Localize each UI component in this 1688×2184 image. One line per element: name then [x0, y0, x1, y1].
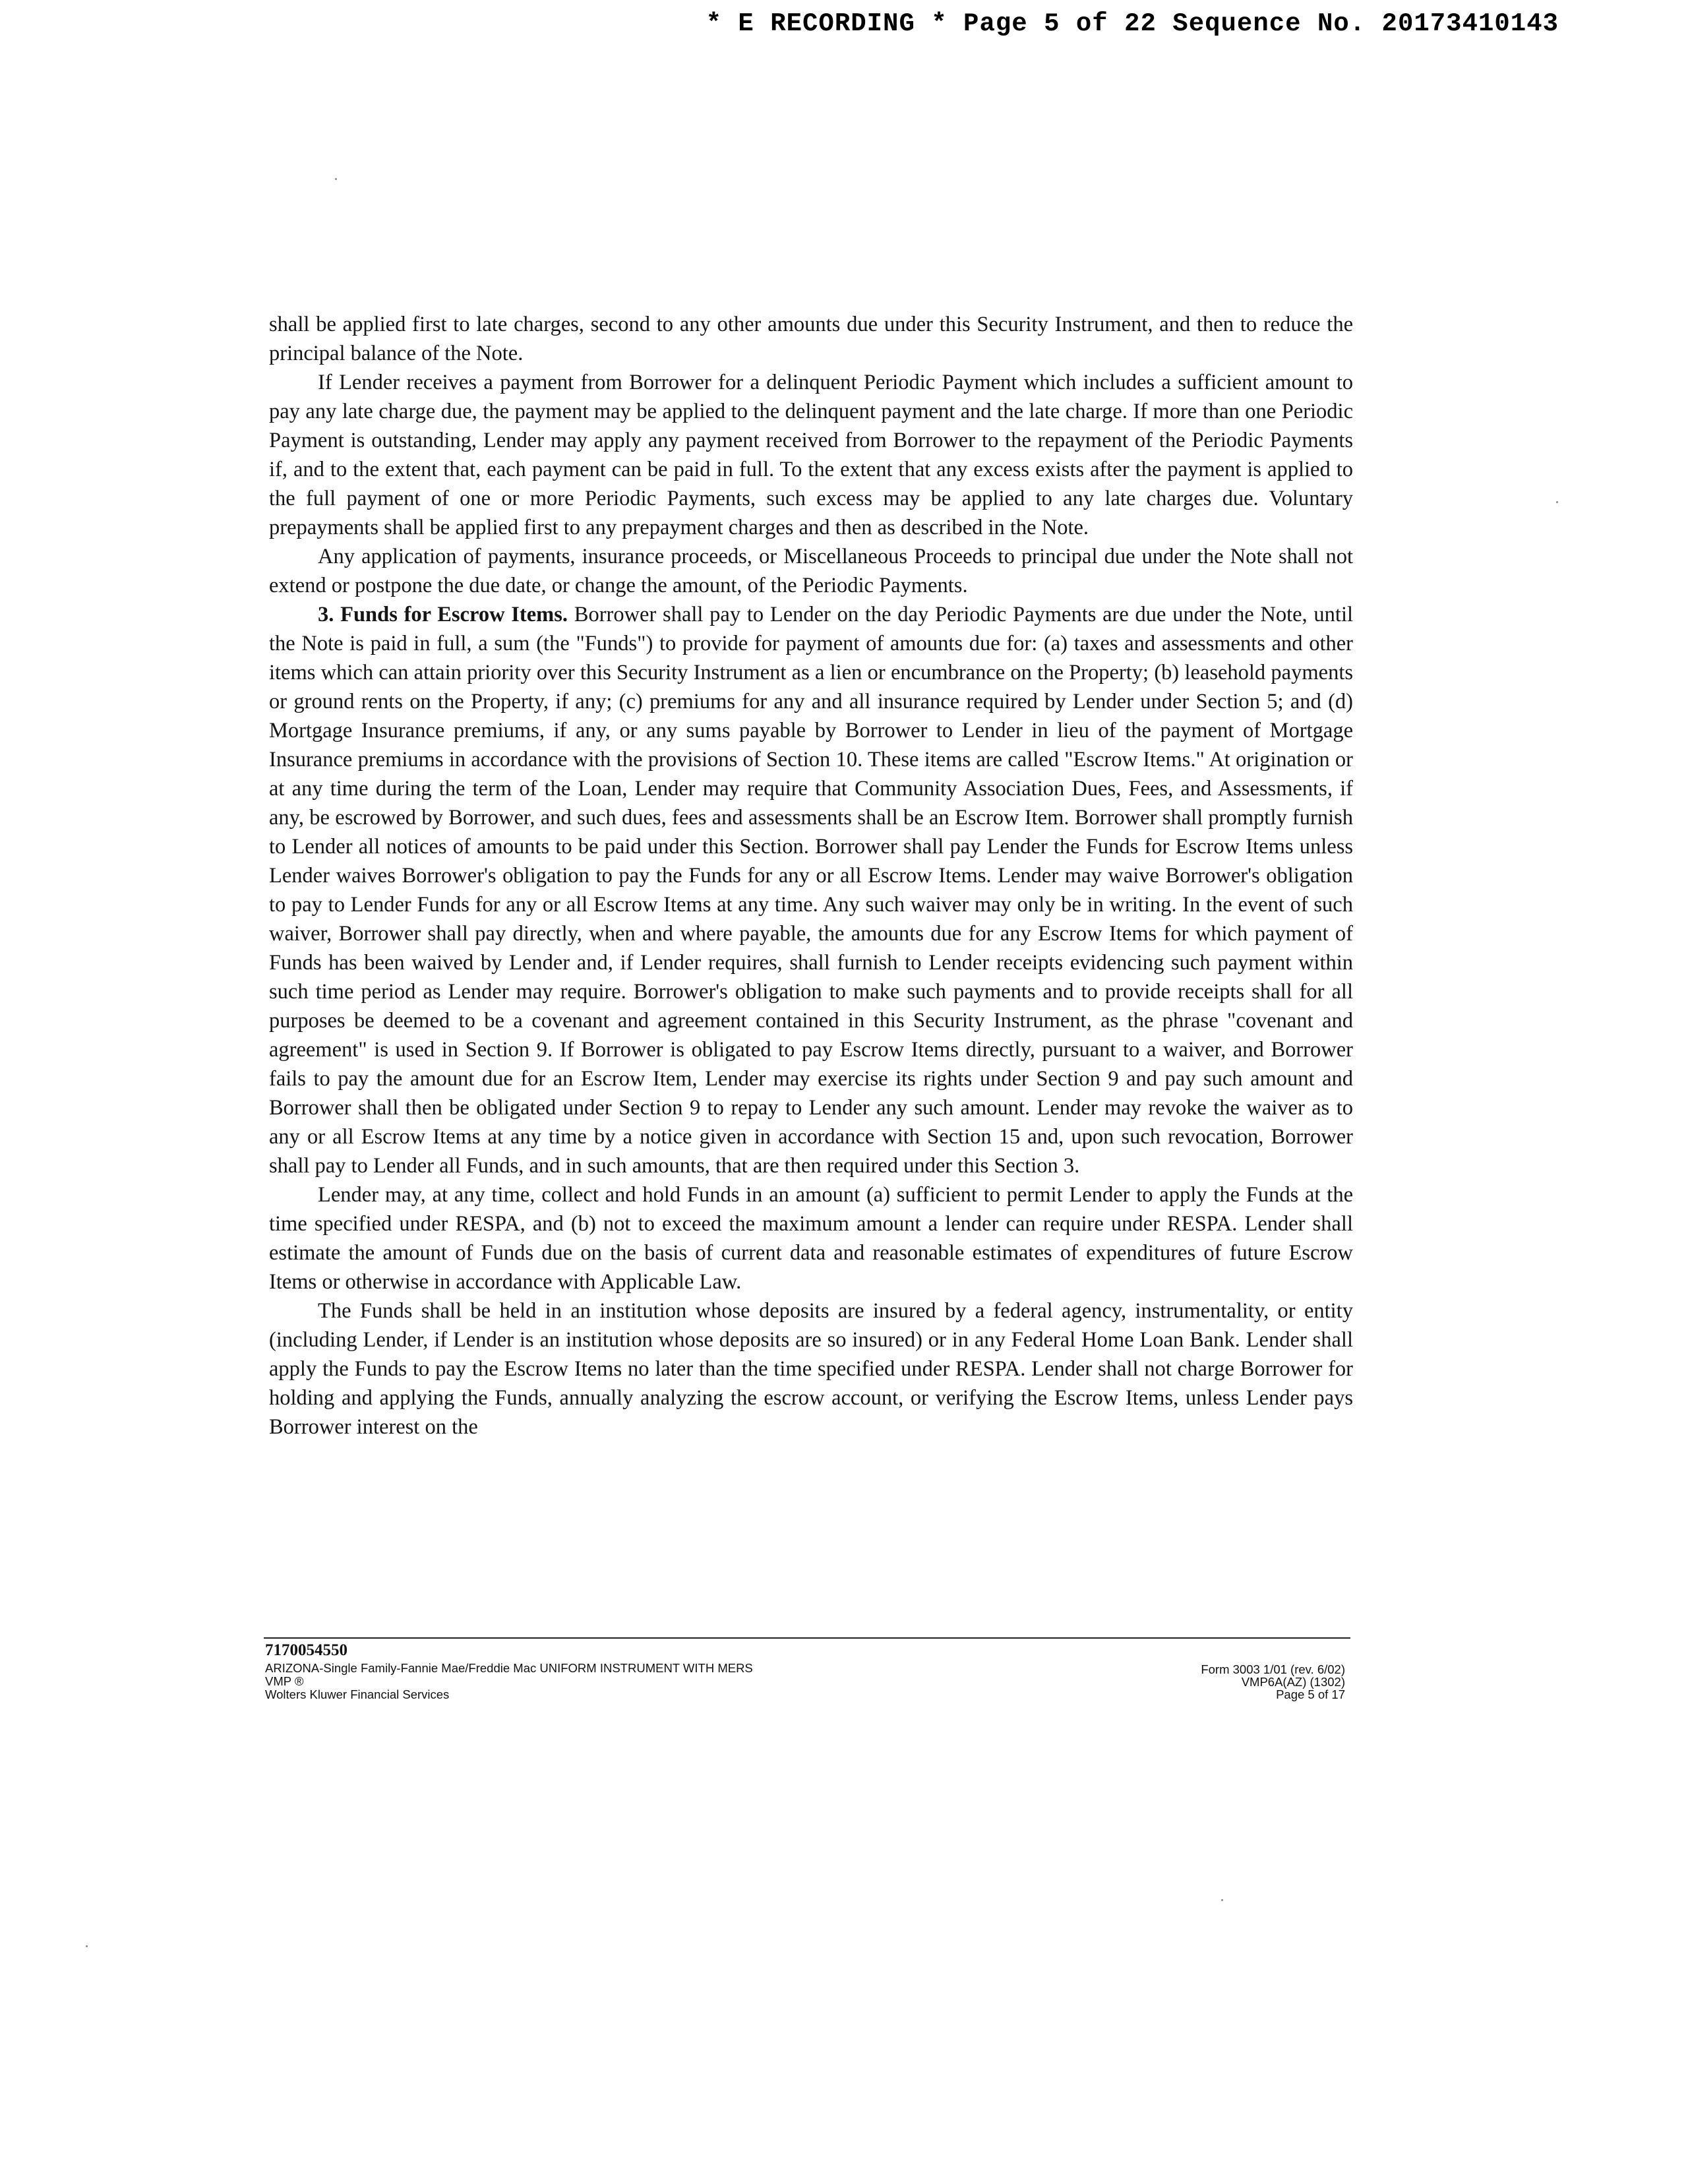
paragraph-application-of-payments: Any application of payments, insurance proceeds, or Miscellaneous Proceeds to principal due under the Note shall not extend or postpone the due date, or change the amount, of the Periodic Payments. — [269, 545, 1353, 597]
form-number: Form 3003 1/01 (rev. 6/02) — [1201, 1662, 1345, 1676]
section-3-heading: 3. Funds for Escrow Items. — [318, 603, 568, 626]
footer-left — [265, 1639, 753, 1701]
form-title: ARIZONA-Single Family-Fannie Mae/Freddie Mac UNIFORM INSTRUMENT WITH MERS — [265, 1661, 753, 1675]
paragraph-funds-held: The Funds shall be held in an institution whose deposits are insured by a federal agency, instrumentality, or entity (including Lender, if Lender is an institution whose deposits are so insured) or in any Federal Home Loan Bank. Lender shall apply the Funds to pay the Escrow Items no later than the time specified under RESPA. Lender shall not charge Borrower for holding and applying the Funds, annually analyzing the escrow account, or verifying the Escrow Items, unless Lender pays Borrower interest on the — [269, 1299, 1353, 1439]
paragraph-continuation: shall be applied first to late charges, second to any other amounts due under this Security Instrument, and then to reduce the principal balance of the Note. — [269, 313, 1353, 365]
document-body — [269, 310, 1353, 1441]
paragraph-respa-funds: Lender may, at any time, collect and hold Funds in an amount (a) sufficient to permit Lender to apply the Funds at the time specified under RESPA, and (b) not to exceed the maximum amount a lender can require under RESPA. Lender shall estimate the amount of Funds due on the basis of current data and reasonable estimates of expenditures of future Escrow Items or otherwise in accordance with Applicable Law. — [269, 1183, 1353, 1294]
scan-speck — [1556, 501, 1558, 503]
footer-divider — [264, 1637, 1350, 1639]
paragraph-section-3 — [269, 600, 1353, 1180]
scan-speck — [335, 178, 337, 180]
form-code: VMP6A(AZ) (1302) — [1241, 1675, 1345, 1689]
loan-number: 7170054550 — [265, 1641, 347, 1659]
footer-right — [1201, 1663, 1345, 1701]
scan-speck — [1221, 1899, 1223, 1901]
paragraph-delinquent-payment: If Lender receives a payment from Borrower for a delinquent Periodic Payment which includes a sufficient amount to pay any late charge due, the payment may be applied to the delinquent payment and the late charge. If more than one Periodic Payment is outstanding, Lender may apply any payment received from Borrower to the repayment of the Periodic Payments if, and to the extent that, each payment can be paid in full. To the extent that any excess exists after the payment is applied to the full payment of one or more Periodic Payments, such excess may be applied to any late charges due. Voluntary prepayments shall be applied first to any prepayment charges and then as described in the Note. — [269, 371, 1353, 539]
scan-speck — [86, 1945, 88, 1947]
vmp-mark: VMP ® — [265, 1674, 304, 1688]
page-number: Page 5 of 17 — [1276, 1687, 1345, 1701]
recording-stamp: * E RECORDING * Page 5 of 22 Sequence No. 20173410143 — [706, 9, 1559, 38]
section-3-text: Borrower shall pay to Lender on the day Periodic Payments are due under the Note, until the Note is paid in full, a sum (the "Funds") to provide for payment of amounts due for: (a) taxes and assessments and other items which can attain priority over this Security Instrument as a lien or encumbrance on the Property; (b) leasehold payments or ground rents on the Property, if any; (c) premiums for any and all insurance required by Lender under Section 5; and (d) Mortgage Insurance premiums, if any, or any sums payable by Borrower to Lender in lieu of the payment of Mortgage Insurance premiums in accordance with the provisions of Section 10. These items are called "Escrow Items." At origination or at any time during the term of the Loan, Lender may require that Community Association Dues, Fees, and Assessments, if any, be escrowed by Borrower, and such dues, fees and assessments shall be an Escrow Item. Borrower shall promptly furnish to Lender all notices of amounts to be paid under this Section. Borrower shall pay Lender the Funds for Escrow Items unless Lender waives Borrower's obligation to pay the Funds for any or all Escrow Items. Lender may waive Borrower's obligation to pay to Lender Funds for any or all Escrow Items at any time. Any such waiver may only be in writing. In the event of such waiver, Borrower shall pay directly, when and where payable, the amounts due for any Escrow Items for which payment of Funds has been waived by Lender and, if Lender requires, shall furnish to Lender receipts evidencing such payment within such time period as Lender may require. Borrower's obligation to make such payments and to provide receipts shall for all purposes be deemed to be a covenant and agreement contained in this Security Instrument, as the phrase "covenant and agreement" is used in Section 9. If Borrower is obligated to pay Escrow Items directly, pursuant to a waiver, and Borrower fails to pay the amount due for an Escrow Item, Lender may exercise its rights under Section 9 and pay such amount and Borrower shall then be obligated under Section 9 to repay to Lender any such amount. Lender may revoke the waiver as to any or all Escrow Items at any time by a notice given in accordance with Section 15 and, upon such revocation, Borrower shall pay to Lender all Funds, and in such amounts, that are then required under this Section 3. — [269, 603, 1353, 1178]
publisher-name: Wolters Kluwer Financial Services — [265, 1687, 450, 1701]
